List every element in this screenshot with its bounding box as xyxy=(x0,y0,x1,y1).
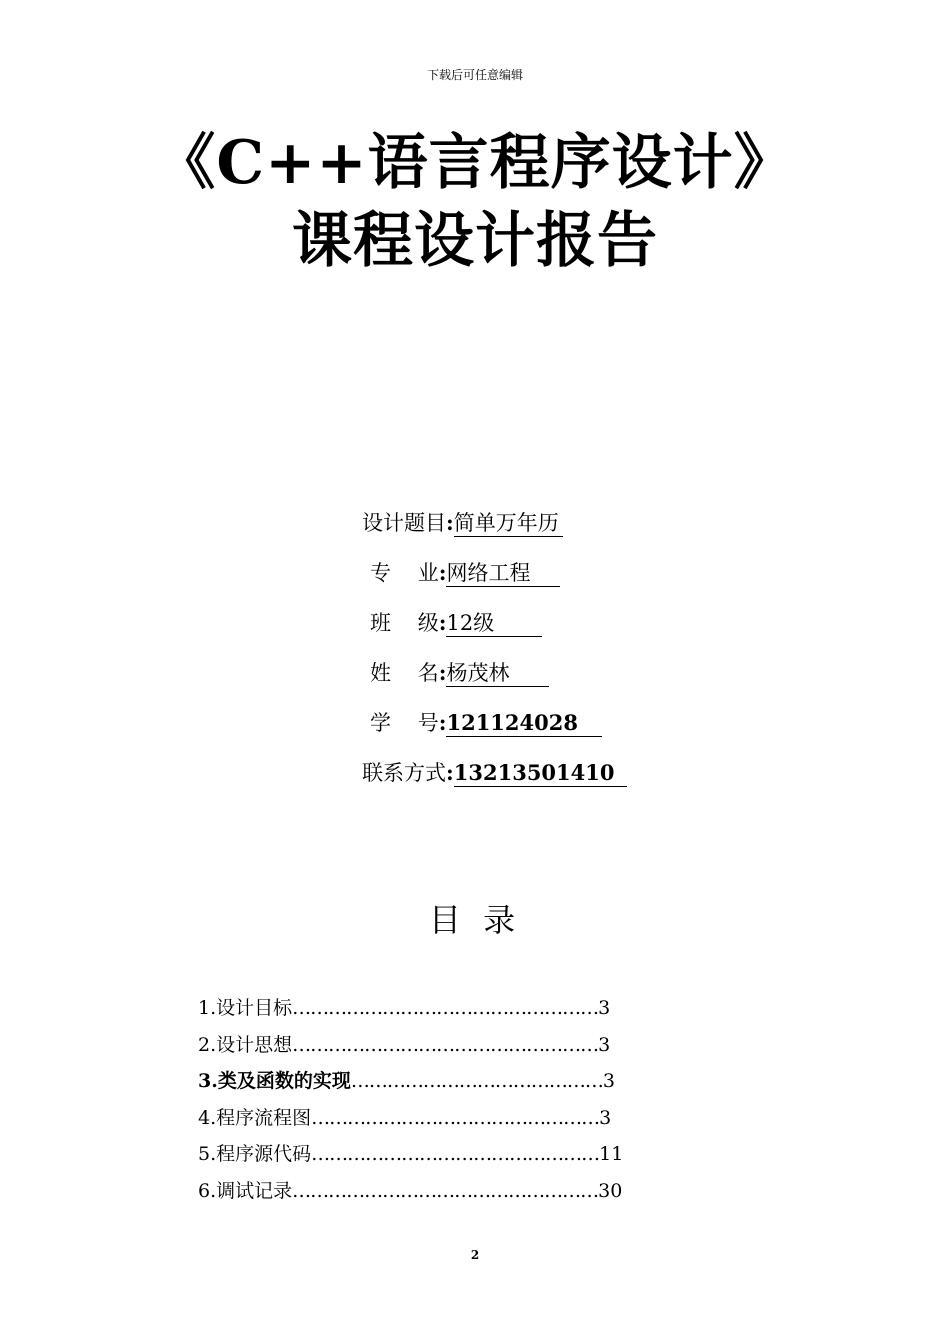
toc-entry[interactable] xyxy=(198,992,738,1029)
toc-entry-label: 2.设计思想 xyxy=(198,1033,293,1056)
info-label: 设计题目 xyxy=(362,511,446,535)
student-info-block xyxy=(362,503,722,803)
toc-entry-label: 4.程序流程图 xyxy=(198,1106,312,1129)
info-colon: : xyxy=(438,710,447,735)
info-label: 学 号 xyxy=(370,711,439,735)
toc-entry-page: 3 xyxy=(598,997,611,1019)
toc-entry-label: 3.类及函数的实现 xyxy=(198,1070,351,1092)
toc-entry-label: 1.设计目标 xyxy=(198,997,293,1019)
toc-leader-dots: ………………………………………… xyxy=(311,1143,600,1165)
info-value: 121124028 xyxy=(446,710,602,737)
info-label: 专 业 xyxy=(370,561,439,585)
info-colon: : xyxy=(438,560,447,585)
toc-leader-dots: …………………………………………… xyxy=(292,1179,599,1202)
info-label: 姓 名 xyxy=(370,661,439,685)
info-row-contact xyxy=(362,753,722,803)
toc-entry[interactable] xyxy=(198,1065,738,1102)
report-title-line-2: 课程设计报告 xyxy=(292,206,658,276)
info-value: 12级 xyxy=(446,610,542,637)
toc-leader-dots: …………………………………………… xyxy=(292,997,599,1019)
info-value: 杨茂林 xyxy=(446,660,549,687)
info-row-class xyxy=(362,603,722,653)
info-value: 简单万年历 xyxy=(454,510,563,537)
toc-entry[interactable] xyxy=(198,1175,738,1212)
report-title-line-1: 《C++语言程序设计》 xyxy=(155,128,795,198)
toc-entry[interactable] xyxy=(198,1029,738,1066)
toc-entry-page: 3 xyxy=(599,1106,612,1129)
toc-entry-page: 30 xyxy=(598,1179,623,1202)
table-of-contents xyxy=(198,992,738,1211)
toc-entry-page: 11 xyxy=(599,1143,624,1165)
page-number: 2 xyxy=(470,1248,480,1262)
info-colon: : xyxy=(438,660,447,685)
info-label: 联系方式 xyxy=(362,761,446,785)
toc-entry-page: 3 xyxy=(598,1033,611,1056)
info-colon: : xyxy=(446,760,454,785)
info-row-name xyxy=(362,653,722,703)
info-colon: : xyxy=(438,610,447,635)
toc-entry[interactable] xyxy=(198,1102,738,1139)
toc-leader-dots: …………………………………………… xyxy=(292,1033,599,1056)
toc-entry-label: 6.调试记录 xyxy=(198,1179,293,1202)
header-note: 下载后可任意编辑 xyxy=(426,68,523,82)
toc-entry-page: 3 xyxy=(602,1070,615,1092)
toc-title: 目 录 xyxy=(428,901,522,939)
info-value: 网络工程 xyxy=(446,560,560,587)
info-row-student-id xyxy=(362,703,722,753)
toc-leader-dots: ………………………………………… xyxy=(311,1106,600,1129)
toc-entry[interactable] xyxy=(198,1138,738,1175)
toc-entry-label: 5.程序源代码 xyxy=(198,1143,312,1165)
info-row-major xyxy=(362,553,722,603)
toc-leader-dots: …………………………………… xyxy=(350,1070,603,1092)
info-value: 13213501410 xyxy=(454,760,627,787)
info-label: 班 级 xyxy=(370,611,439,635)
info-colon: : xyxy=(446,510,454,535)
info-row-topic xyxy=(362,503,722,553)
